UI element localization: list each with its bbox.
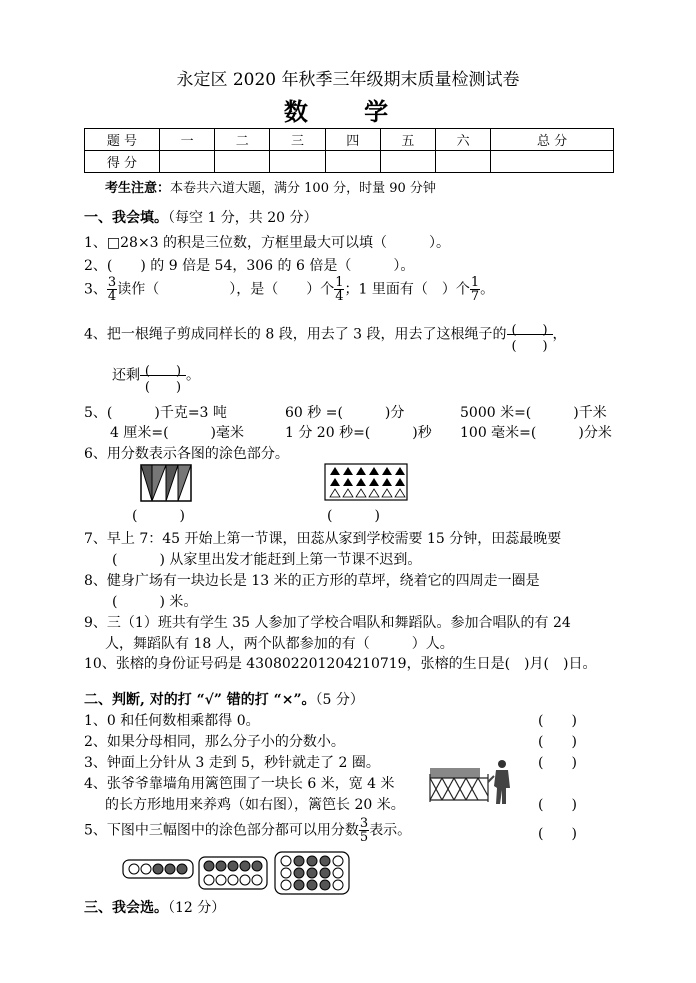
- notice-text: 本卷共六道大题，满分 100 分，时量 90 分钟: [170, 181, 436, 196]
- q5-r2c1: 4 厘米=( )毫米: [110, 425, 245, 441]
- question-1-9b: 人，舞蹈队有 18 人，两个队都参加的有（ ）人。: [105, 636, 454, 652]
- fraction: [107, 276, 117, 303]
- judge-answer-1[interactable]: ( ): [538, 713, 577, 729]
- q5-r1c2: 60 秒 =( )分: [285, 405, 405, 421]
- score-input-cell[interactable]: [215, 151, 270, 173]
- fraction-numerator: 3: [107, 275, 117, 290]
- q3-prefix: 3、: [84, 281, 107, 298]
- score-input-cell[interactable]: [160, 151, 215, 173]
- fraction-denominator: 4: [107, 289, 117, 304]
- question-1-6: 6、用分数表示各图的涂色部分。: [84, 446, 289, 462]
- q4-text: 还剩: [112, 367, 140, 384]
- section-3-title: 三、我会选。: [84, 900, 168, 916]
- answer-fraction-blank[interactable]: [140, 360, 186, 395]
- fraction-denominator: 4: [335, 289, 344, 304]
- fraction-numerator: 1: [335, 275, 344, 290]
- q4-comma: ，: [552, 326, 567, 343]
- question-1-10: 10、张榕的身份证号码是 430802201204210719，张榕的生日是( )月( )日。: [84, 656, 597, 672]
- score-cell: 题 号: [85, 129, 160, 151]
- circles-figure-2: [198, 856, 268, 890]
- fraction: [470, 276, 480, 303]
- shaded-rectangle-figure: [140, 464, 192, 502]
- blank-numerator: ( ): [140, 360, 186, 376]
- section-1-title: 一、我会填。: [84, 210, 168, 226]
- fraction: [359, 817, 369, 844]
- section-3-note: （12 分）: [168, 900, 226, 916]
- notice-label: 考生注意：: [105, 181, 171, 196]
- score-table-header-row: [85, 129, 614, 151]
- exam-notice: [105, 177, 436, 196]
- circles-figure-1: [122, 858, 194, 880]
- subject-title: 数 学: [283, 97, 413, 126]
- question-2-4b: 的长方形地用来养鸡（如右图），篱笆长 20 米。: [105, 797, 405, 813]
- question-1-7b: ( ) 从家里出发才能赶到上第一节课不迟到。: [112, 552, 422, 568]
- question-1-8b: ( ) 米。: [112, 594, 198, 610]
- question-1-7a: 7、早上 7：45 开始上第一节课，田蕊从家到学校需要 15 分钟，田蕊最晚要: [84, 531, 562, 547]
- score-cell: 一: [160, 129, 215, 151]
- question-1-2: 2、( ) 的 9 倍是 54，306 的 6 倍是（ ）。: [84, 258, 415, 274]
- score-input-cell[interactable]: [325, 151, 380, 173]
- q4-end: 。: [186, 367, 200, 384]
- question-1-4: [84, 319, 567, 354]
- q5-r1c3: 5000 米=( )千米: [460, 405, 607, 421]
- question-1-1: 1、□28×3 的积是三位数，方框里最大可以填（ ）。: [84, 235, 451, 251]
- fraction-denominator: 5: [359, 830, 369, 845]
- score-cell: 六: [436, 129, 491, 151]
- q2-5-text: 5、下图中三幅图中的涂色部分都可以用分数: [84, 822, 359, 839]
- answer-fraction-blank[interactable]: [507, 319, 553, 354]
- score-input-cell[interactable]: [491, 151, 614, 173]
- fraction-numerator: 1: [470, 275, 480, 290]
- score-table: [84, 128, 614, 173]
- section-2-note: （5 分）: [315, 692, 364, 708]
- question-1-3: [84, 276, 494, 303]
- q6-answer-2[interactable]: ( ): [327, 508, 380, 524]
- section-1-note: （每空 1 分，共 20 分）: [168, 210, 318, 226]
- score-input-cell[interactable]: [436, 151, 491, 173]
- q3-text: 读作（ ），是（ ）个: [117, 281, 335, 298]
- fence-illustration: [428, 756, 520, 806]
- question-2-2: 2、如果分母相同，那么分子小的分数小。: [84, 734, 345, 750]
- section-3-heading: [84, 897, 225, 917]
- question-2-1: 1、0 和任何数相乘都得 0。: [84, 713, 260, 729]
- q6-answer-1[interactable]: ( ): [132, 508, 185, 524]
- score-cell: 得 分: [85, 151, 160, 173]
- judge-answer-3[interactable]: ( ): [538, 755, 577, 771]
- score-cell: 总 分: [491, 129, 614, 151]
- score-input-cell[interactable]: [380, 151, 435, 173]
- blank-denominator: ( ): [144, 380, 182, 395]
- question-1-4-remainder: [112, 360, 200, 395]
- fraction: [334, 276, 344, 303]
- q2-5-suffix: 表示。: [369, 822, 412, 839]
- triangles-figure: [324, 463, 408, 501]
- question-2-4a: 4、张爷爷靠墙角用篱笆围了一块长 6 米，宽 4 米: [84, 776, 395, 792]
- score-table-score-row: [85, 151, 614, 173]
- q5-r1c1: 5、( )千克=3 吨: [84, 405, 227, 421]
- judge-answer-5[interactable]: ( ): [538, 826, 577, 842]
- fraction-numerator: 3: [359, 816, 369, 831]
- score-cell: 三: [270, 129, 325, 151]
- judge-answer-2[interactable]: ( ): [538, 734, 577, 750]
- question-1-8a: 8、健身广场有一块边长是 13 米的正方形的草坪，绕着它的四周走一圈是: [84, 573, 540, 589]
- question-2-5: [84, 817, 411, 844]
- judge-answer-4[interactable]: ( ): [538, 797, 577, 813]
- q5-r2c2: 1 分 20 秒=( )秒: [285, 425, 432, 441]
- section-2-heading: [84, 689, 364, 709]
- exam-title: 永定区 2020 年秋季三年级期末质量检测试卷: [176, 70, 520, 90]
- circles-figure-3: [274, 851, 350, 895]
- score-cell: 二: [215, 129, 270, 151]
- q4-text: 4、把一根绳子剪成同样长的 8 段，用去了 3 段，用去了这根绳子的: [84, 326, 507, 343]
- fraction-denominator: 7: [470, 289, 480, 304]
- blank-numerator: ( ): [507, 319, 553, 335]
- q3-text: ；1 里面有（ ）个: [344, 281, 470, 298]
- section-2-title: 二、判断, 对的打 “√” 错的打 “×”。: [84, 692, 316, 708]
- q5-r2c3: 100 毫米=( )分米: [460, 425, 612, 441]
- q3-suffix: 。: [480, 281, 495, 298]
- section-1-heading: [84, 207, 318, 227]
- blank-denominator: ( ): [511, 339, 548, 354]
- question-2-3: 3、钟面上分针从 3 走到 5，秒针就走了 2 圈。: [84, 755, 380, 771]
- question-1-9a: 9、三（1）班共有学生 35 人参加了学校合唱队和舞蹈队。参加合唱队的有 24: [84, 615, 571, 631]
- score-input-cell[interactable]: [270, 151, 325, 173]
- score-cell: 四: [325, 129, 380, 151]
- score-cell: 五: [380, 129, 435, 151]
